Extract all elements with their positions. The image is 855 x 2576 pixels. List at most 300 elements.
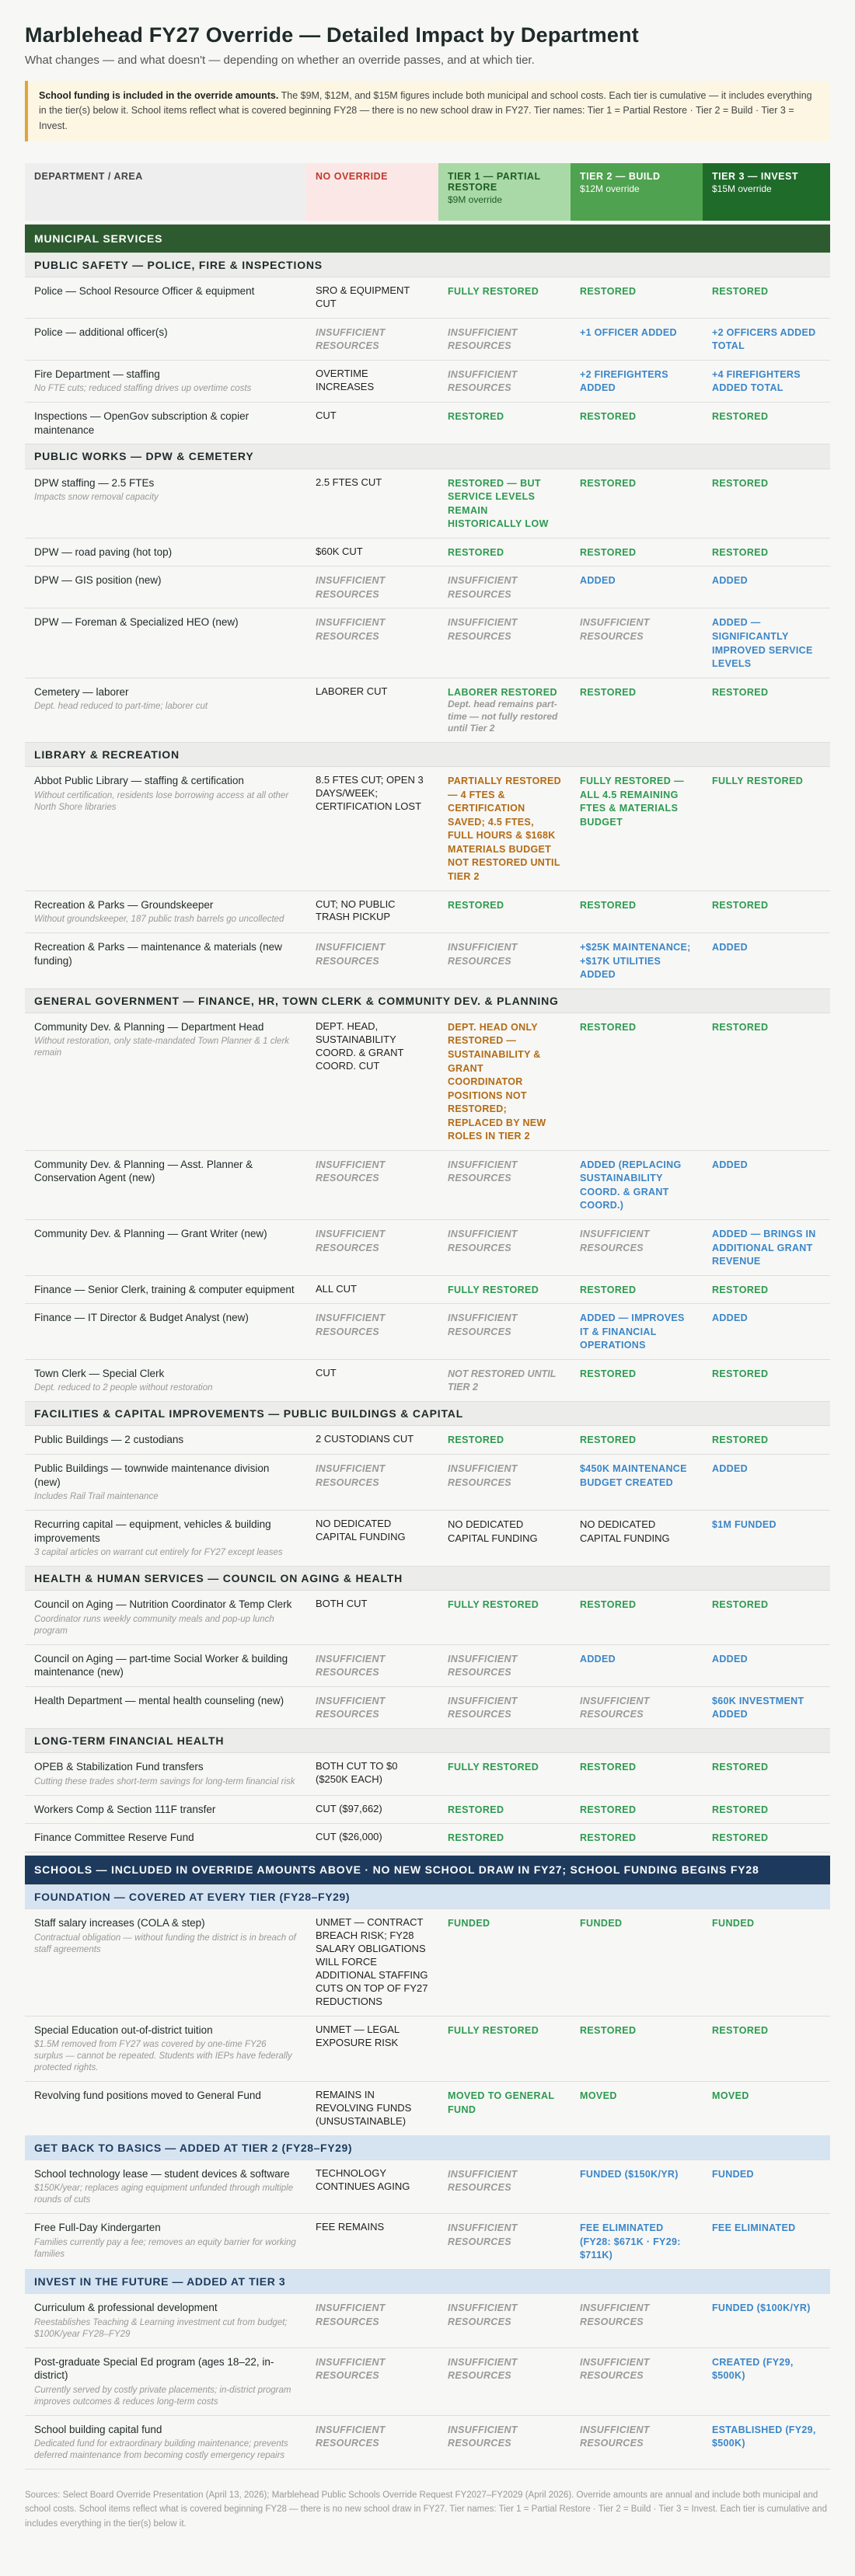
table-row	[25, 1686, 830, 1728]
tier2-cell	[571, 1753, 703, 1795]
tier3-status: FEE ELIMINATED	[712, 2222, 796, 2234]
tier1-cell	[438, 538, 571, 566]
no-override-cell: FEE REMAINS	[306, 2214, 438, 2270]
table-row	[25, 1013, 830, 1150]
tier3-cell	[703, 1219, 830, 1275]
tier2-cell	[571, 678, 703, 742]
no-override-cell: $60K CUT	[306, 538, 438, 566]
item-cell	[25, 277, 306, 319]
item-name: Staff salary increases (COLA & step)	[34, 1917, 205, 1929]
item-cell	[25, 1686, 306, 1728]
tier3-status: RESTORED	[712, 2024, 769, 2036]
item-name: Workers Comp & Section 111F transfer	[34, 1803, 216, 1815]
tier2-status: RESTORED	[580, 686, 637, 698]
item-note: 3 capital articles on warrant cut entirely for FY27 except leases	[34, 1548, 283, 1558]
tier1-cell	[438, 566, 571, 608]
item-name: Post-graduate Special Ed program (ages 18–22, in-district)	[34, 2355, 274, 2382]
item-name: Curriculum & professional development	[34, 2302, 218, 2314]
item-cell	[25, 2159, 306, 2213]
tier3-cell	[703, 318, 830, 360]
item-cell	[25, 360, 306, 402]
tier2-cell	[571, 2159, 703, 2213]
tier1-status: INSUFFICIENT RESOURCES	[448, 1228, 518, 1253]
tier1-cell	[438, 1426, 571, 1455]
header-tier1-label: TIER 1 — PARTIAL RESTORE	[448, 171, 541, 193]
table-row	[25, 1359, 830, 1401]
tier1-cell	[438, 2016, 571, 2081]
tier3-cell	[703, 1150, 830, 1219]
category-row-label: FACILITIES & CAPITAL IMPROVEMENTS — PUBLIC BUILDINGS & CAPITAL	[25, 1402, 830, 1426]
item-note: Reestablishes Teaching & Learning investment cut from budget; $100K/year FY28–FY29	[34, 2317, 288, 2339]
tier3-status: RESTORED	[712, 899, 769, 911]
no-override-cell: CUT	[306, 1359, 438, 1401]
tier1-cell	[438, 2348, 571, 2415]
item-note: Dept. reduced to 2 people without restoration	[34, 1383, 213, 1393]
table-row	[25, 767, 830, 891]
tier1-cell	[438, 1511, 571, 1567]
page-title: Marblehead FY27 Override — Detailed Impact by Department	[25, 23, 639, 47]
item-note: $1.5M removed from FY27 was covered by one-time FY26 surplus — cannot be repeated. Students with IEPs have federally protected rights.	[34, 2040, 292, 2073]
item-cell	[25, 678, 306, 742]
no-override-status: INSUFFICIENT RESOURCES	[316, 2302, 386, 2327]
item-name: Finance Committee Reserve Fund	[34, 1832, 194, 1844]
item-cell	[25, 2082, 306, 2136]
table-row	[25, 566, 830, 608]
table-row	[25, 1150, 830, 1219]
subcategory-row-label: FOUNDATION — COVERED AT EVERY TIER (FY28–FY29)	[25, 1885, 830, 1909]
tier2-cell	[571, 469, 703, 538]
no-override-status: INSUFFICIENT RESOURCES	[316, 1463, 386, 1488]
tier3-status: ESTABLISHED (FY29, $500K)	[712, 2424, 816, 2449]
tier3-cell	[703, 403, 830, 444]
item-note: Without restoration, only state-mandated Town Planner & 1 clerk remain	[34, 1037, 290, 1058]
no-override-cell: 2.5 FTES CUT	[306, 469, 438, 538]
table-row	[25, 2159, 830, 2213]
no-override-cell	[306, 2294, 438, 2348]
item-cell	[25, 1013, 306, 1150]
tier1-cell	[438, 1753, 571, 1795]
category-row	[25, 253, 830, 277]
table-row	[25, 277, 830, 319]
tier2-status: ADDED — IMPROVES IT & FINANCIAL OPERATIONS	[580, 1312, 685, 1351]
callout-bold: School funding is included in the override amounts.	[39, 90, 279, 101]
item-cell	[25, 1591, 306, 1644]
item-cell	[25, 403, 306, 444]
tier2-cell	[571, 891, 703, 932]
table-row	[25, 2415, 830, 2469]
item-name: DPW — Foreman & Specialized HEO (new)	[34, 616, 239, 629]
subcategory-row	[25, 1885, 830, 1909]
tier3-status: ADDED	[712, 1653, 748, 1664]
tier3-status: RESTORED	[712, 1804, 769, 1815]
tier3-cell	[703, 2159, 830, 2213]
item-name: Town Clerk — Special Clerk	[34, 1367, 165, 1379]
tier3-status: ADDED	[712, 1312, 748, 1324]
tier2-cell	[571, 1644, 703, 1686]
header-tier1-sub: $9M override	[448, 194, 503, 206]
table-row	[25, 2348, 830, 2415]
callout-text: The $9M, $12M, and $15M figures include both municipal and school costs. Each tier is cumulative — it includes everything in the tier(s) below it. School items reflect what is covered beginning FY28 — there is no new school draw in FY27. Tier names: Tier 1 = Partial Restore · Tier 2 = Build · Tier 3 = Invest.	[39, 90, 812, 131]
tier1-cell	[438, 1824, 571, 1853]
tier3-status: RESTORED	[712, 1599, 769, 1611]
table-row	[25, 2214, 830, 2270]
item-cell	[25, 2214, 306, 2270]
no-override-cell: LABORER CUT	[306, 678, 438, 742]
no-override-status: INSUFFICIENT RESOURCES	[316, 1695, 386, 1720]
tier2-cell	[571, 277, 703, 319]
tier2-cell	[571, 1909, 703, 2016]
tier1-status: FULLY RESTORED	[448, 1599, 539, 1611]
tier1-status: INSUFFICIENT RESOURCES	[448, 2356, 518, 2382]
tier1-status: FULLY RESTORED	[448, 286, 539, 297]
category-row	[25, 1402, 830, 1426]
tier1-cell	[438, 1013, 571, 1150]
tier3-status: $60K INVESTMENT ADDED	[712, 1695, 804, 1720]
no-override-cell	[306, 318, 438, 360]
item-name: Revolving fund positions moved to General Fund	[34, 2090, 261, 2102]
tier2-status: RESTORED	[580, 1021, 637, 1033]
tier1-status: RESTORED	[448, 1804, 504, 1815]
tier1-status-note: Dept. head remains part-time — not fully restored until Tier 2	[448, 699, 558, 734]
tier1-status: INSUFFICIENT RESOURCES	[448, 2168, 518, 2194]
item-cell	[25, 1753, 306, 1795]
table-row	[25, 538, 830, 566]
item-name: Fire Department — staffing	[34, 368, 160, 380]
item-cell	[25, 538, 306, 566]
table-row	[25, 1753, 830, 1795]
header-no-override-label: NO OVERRIDE	[316, 171, 389, 183]
category-row	[25, 742, 830, 766]
item-cell	[25, 933, 306, 989]
no-override-cell: CUT ($97,662)	[306, 1795, 438, 1824]
tier3-cell	[703, 1511, 830, 1567]
tier2-status: RESTORED	[580, 286, 637, 297]
item-name: Council on Aging — part-time Social Worker & building maintenance (new)	[34, 1652, 288, 1678]
table-row	[25, 891, 830, 932]
tier3-cell	[703, 1591, 830, 1644]
tier1-cell	[438, 933, 571, 989]
tier1-status: INSUFFICIENT RESOURCES	[448, 2424, 518, 2449]
item-name: Abbot Public Library — staffing & certification	[34, 775, 244, 787]
section-band-label: MUNICIPAL SERVICES	[25, 224, 830, 253]
table-body	[25, 221, 830, 2469]
tier2-status: INSUFFICIENT RESOURCES	[580, 1695, 650, 1720]
table-row	[25, 1275, 830, 1304]
table-row	[25, 1644, 830, 1686]
item-note: Without certification, residents lose borrowing access at all other North Shore libraries	[34, 790, 289, 812]
tier1-status: INSUFFICIENT RESOURCES	[448, 1159, 518, 1184]
no-override-cell	[306, 608, 438, 678]
no-override-cell: UNMET — CONTRACT BREACH RISK; FY28 SALARY OBLIGATIONS WILL FORCE ADDITIONAL STAFFING CUTS ON TOP OF FY27 REDUCTIONS	[306, 1909, 438, 2016]
tier2-status: FUNDED ($150K/YR)	[580, 2168, 679, 2180]
category-row-label: HEALTH & HUMAN SERVICES — COUNCIL ON AGING & HEALTH	[25, 1567, 830, 1591]
item-name: Public Buildings — townwide maintenance division (new)	[34, 1462, 270, 1488]
tier2-cell	[571, 2214, 703, 2270]
item-name: DPW — road paving (hot top)	[34, 546, 173, 558]
no-override-status: INSUFFICIENT RESOURCES	[316, 1228, 386, 1253]
tier1-cell	[438, 1909, 571, 2016]
tier3-cell	[703, 1795, 830, 1824]
item-cell	[25, 2016, 306, 2081]
tier2-cell	[571, 1150, 703, 1219]
item-cell	[25, 1824, 306, 1853]
tier1-status: INSUFFICIENT RESOURCES	[448, 942, 518, 967]
no-override-cell: 2 CUSTODIANS CUT	[306, 1426, 438, 1455]
table-row	[25, 1511, 830, 1567]
tier3-status: ADDED	[712, 1463, 748, 1475]
tier3-cell	[703, 933, 830, 989]
item-name: Police — School Resource Officer & equipment	[34, 285, 255, 297]
item-name: Council on Aging — Nutrition Coordinator & Temp Clerk	[34, 1598, 292, 1611]
tier3-cell	[703, 767, 830, 891]
header-dept-label: DEPARTMENT / AREA	[34, 171, 143, 183]
header-dept	[25, 163, 306, 221]
tier2-status: RESTORED	[580, 1832, 637, 1844]
tier3-cell	[703, 566, 830, 608]
no-override-cell: BOTH CUT	[306, 1591, 438, 1644]
tier2-cell	[571, 2016, 703, 2081]
tier2-cell	[571, 403, 703, 444]
item-cell	[25, 1304, 306, 1360]
table-row	[25, 2294, 830, 2348]
tier3-status: FUNDED ($100K/YR)	[712, 2302, 811, 2314]
tier1-status: DEPT. HEAD ONLY RESTORED — SUSTAINABILITY & GRANT COORDINATOR POSITIONS NOT RESTORED; REPLACED BY NEW ROLES IN TIER 2	[448, 1021, 546, 1142]
tier2-status: FUNDED	[580, 1918, 623, 1929]
header-tier3-sub: $15M override	[712, 183, 772, 195]
tier2-cell	[571, 2082, 703, 2136]
table-row	[25, 2016, 830, 2081]
tier1-status: MOVED TO GENERAL FUND	[448, 2090, 555, 2115]
tier2-cell	[571, 2348, 703, 2415]
subcategory-row-label: INVEST IN THE FUTURE — ADDED AT TIER 3	[25, 2269, 830, 2293]
tier2-status: RESTORED	[580, 546, 637, 558]
item-cell	[25, 318, 306, 360]
tier1-status: PARTIALLY RESTORED — 4 FTES & CERTIFICATION SAVED; 4.5 FTES, FULL HOURS & $168K MATERIALS BUDGET NOT RESTORED UNTIL TIER 2	[448, 776, 561, 882]
tier3-cell	[703, 1909, 830, 2016]
table-row	[25, 403, 830, 444]
tier3-cell	[703, 2415, 830, 2469]
tier1-status: FULLY RESTORED	[448, 2024, 539, 2036]
no-override-status: INSUFFICIENT RESOURCES	[316, 1653, 386, 1678]
tier3-cell	[703, 1455, 830, 1511]
tier2-cell	[571, 767, 703, 891]
table-row	[25, 360, 830, 402]
tier1-cell	[438, 678, 571, 742]
subcategory-row-label: GET BACK TO BASICS — ADDED AT TIER 2 (FY28–FY29)	[25, 2135, 830, 2159]
tier2-cell	[571, 2415, 703, 2469]
table-row	[25, 469, 830, 538]
item-note: Currently served by costly private placements; in-district program improves outcomes & reduces long-term costs	[34, 2385, 291, 2407]
tier1-status: RESTORED	[448, 411, 504, 423]
tier3-cell	[703, 469, 830, 538]
item-name: Finance — Senior Clerk, training & computer equipment	[34, 1283, 295, 1295]
item-cell	[25, 1909, 306, 2016]
tier3-status: ADDED	[712, 942, 748, 953]
tier1-status: RESTORED	[448, 899, 504, 911]
tier3-cell	[703, 1686, 830, 1728]
item-cell	[25, 566, 306, 608]
no-override-cell	[306, 566, 438, 608]
no-override-status: INSUFFICIENT RESOURCES	[316, 942, 386, 967]
table-row	[25, 678, 830, 742]
table-row	[25, 1304, 830, 1360]
tier1-status: FULLY RESTORED	[448, 1284, 539, 1295]
tier3-cell	[703, 1304, 830, 1360]
no-override-cell	[306, 1304, 438, 1360]
tier3-status: ADDED — BRINGS IN ADDITIONAL GRANT REVENUE	[712, 1228, 816, 1267]
tier1-cell	[438, 767, 571, 891]
no-override-cell: REMAINS IN REVOLVING FUNDS (UNSUSTAINABLE)	[306, 2082, 438, 2136]
no-override-status: INSUFFICIENT RESOURCES	[316, 326, 386, 352]
tier1-cell	[438, 277, 571, 319]
tier1-status: INSUFFICIENT RESOURCES	[448, 1695, 518, 1720]
tier3-cell	[703, 1013, 830, 1150]
item-cell	[25, 1644, 306, 1686]
tier2-status: INSUFFICIENT RESOURCES	[580, 617, 650, 643]
header-no-override	[306, 163, 438, 221]
tier1-status: INSUFFICIENT RESOURCES	[448, 1463, 518, 1488]
tier2-status: +1 OFFICER ADDED	[580, 326, 677, 338]
item-cell	[25, 1426, 306, 1455]
no-override-cell	[306, 933, 438, 989]
item-cell	[25, 767, 306, 891]
item-name: Police — additional officer(s)	[34, 326, 168, 338]
tier3-status: RESTORED	[712, 1434, 769, 1446]
tier2-status: RESTORED	[580, 1284, 637, 1295]
item-name: Community Dev. & Planning — Department Head	[34, 1020, 264, 1033]
no-override-cell	[306, 1686, 438, 1728]
tier1-status: INSUFFICIENT RESOURCES	[448, 1653, 518, 1678]
category-row	[25, 988, 830, 1013]
tier3-status: $1M FUNDED	[712, 1519, 776, 1531]
tier3-status: +2 OFFICERS ADDED TOTAL	[712, 326, 816, 352]
tier2-status: RESTORED	[580, 1434, 637, 1446]
header-tier1	[438, 163, 571, 221]
no-override-cell	[306, 1455, 438, 1511]
item-note: Coordinator runs weekly community meals and pop-up lunch program	[34, 1614, 274, 1636]
category-row-label: PUBLIC SAFETY — POLICE, FIRE & INSPECTIONS	[25, 253, 830, 277]
tier3-cell	[703, 2016, 830, 2081]
no-override-cell	[306, 1644, 438, 1686]
tier3-cell	[703, 1824, 830, 1853]
no-override-cell: NO DEDICATED CAPITAL FUNDING	[306, 1511, 438, 1567]
callout-note	[25, 81, 830, 141]
item-note: Families currently pay a fee; removes an equity barrier for working families	[34, 2237, 296, 2259]
tier1-cell	[438, 1686, 571, 1728]
tier3-status: +4 FIREFIGHTERS ADDED TOTAL	[712, 368, 801, 394]
item-name: Community Dev. & Planning — Asst. Planner & Conservation Agent (new)	[34, 1158, 253, 1184]
tier2-cell	[571, 538, 703, 566]
tier1-status: RESTORED	[448, 1434, 504, 1446]
tier3-status: RESTORED	[712, 411, 769, 423]
no-override-status: INSUFFICIENT RESOURCES	[316, 2424, 386, 2449]
tier2-status: ADDED	[580, 575, 616, 587]
item-name: Free Full-Day Kindergarten	[34, 2222, 161, 2234]
tier1-cell	[438, 2082, 571, 2136]
category-row	[25, 1728, 830, 1752]
item-cell	[25, 608, 306, 678]
tier3-cell	[703, 2348, 830, 2415]
category-row	[25, 444, 830, 469]
tier1-status: INSUFFICIENT RESOURCES	[448, 617, 518, 643]
tier2-status: RESTORED	[580, 1762, 637, 1773]
no-override-cell: OVERTIME INCREASES	[306, 360, 438, 402]
tier3-status: RESTORED	[712, 1284, 769, 1295]
tier3-cell	[703, 1275, 830, 1304]
section-band	[25, 224, 830, 253]
tier2-cell	[571, 566, 703, 608]
tier3-status: MOVED	[712, 2090, 749, 2102]
tier1-cell	[438, 1644, 571, 1686]
table-header-row	[25, 163, 830, 221]
subcategory-row	[25, 2135, 830, 2159]
tier2-cell	[571, 1511, 703, 1567]
tier1-cell	[438, 1150, 571, 1219]
tier3-status: ADDED	[712, 575, 748, 587]
tier2-cell	[571, 1795, 703, 1824]
section-band	[25, 1855, 830, 1885]
tier1-cell	[438, 1455, 571, 1511]
tier2-status: INSUFFICIENT RESOURCES	[580, 2302, 650, 2327]
table-row	[25, 1795, 830, 1824]
category-row-label: LONG-TERM FINANCIAL HEALTH	[25, 1728, 830, 1752]
tier2-cell	[571, 1686, 703, 1728]
tier1-status: RESTORED	[448, 1832, 504, 1844]
tier3-status: CREATED (FY29, $500K)	[712, 2356, 794, 2382]
item-note: $150K/year; replaces aging equipment unfunded through multiple rounds of cuts	[34, 2184, 294, 2205]
tier2-status: INSUFFICIENT RESOURCES	[580, 1228, 650, 1253]
no-override-status: INSUFFICIENT RESOURCES	[316, 1312, 386, 1337]
tier2-cell	[571, 1304, 703, 1360]
sources-footer: Sources: Select Board Override Presentation (April 13, 2026); Marblehead Public Schools Override Request FY2027–FY2029 (April 2026). Override amounts are annual and include both municipal and school costs. School items reflect what is covered beginning FY28 — there is no new school draw in FY27. Tier names: Tier 1 = Partial Restore · Tier 2 = Build · Tier 3 = Invest. Each tier is cumulative and includes everything in the tier(s) below it.	[25, 2490, 827, 2529]
no-override-cell: ALL CUT	[306, 1275, 438, 1304]
no-override-cell: BOTH CUT TO $0 ($250K EACH)	[306, 1753, 438, 1795]
tier3-cell	[703, 360, 830, 402]
tier1-status: RESTORED — BUT SERVICE LEVELS REMAIN HISTORICALLY LOW	[448, 477, 549, 530]
tier2-cell	[571, 933, 703, 989]
tier2-status: +$25K MAINTENANCE; +$17K UTILITIES ADDED	[580, 942, 691, 981]
tier3-status: RESTORED	[712, 477, 769, 489]
tier2-cell	[571, 1359, 703, 1401]
no-override-cell: CUT	[306, 403, 438, 444]
tier2-cell	[571, 1824, 703, 1853]
tier3-cell	[703, 1753, 830, 1795]
table-row	[25, 1219, 830, 1275]
tier3-cell	[703, 2214, 830, 2270]
tier3-status: FULLY RESTORED	[712, 776, 804, 787]
table-row	[25, 1426, 830, 1455]
table-row	[25, 933, 830, 989]
item-name: Public Buildings — 2 custodians	[34, 1434, 184, 1446]
no-override-status: INSUFFICIENT RESOURCES	[316, 575, 386, 600]
item-name: Cemetery — laborer	[34, 685, 129, 698]
tier2-status: $450K MAINTENANCE BUDGET CREATED	[580, 1463, 687, 1488]
item-name: Recreation & Parks — Groundskeeper	[34, 898, 214, 911]
tier2-cell	[571, 608, 703, 678]
item-name: DPW staffing — 2.5 FTEs	[34, 476, 155, 489]
tier2-cell	[571, 2294, 703, 2348]
table-row	[25, 608, 830, 678]
item-note: Dept. head reduced to part-time; laborer cut	[34, 702, 208, 712]
tier3-status: RESTORED	[712, 1368, 769, 1379]
tier2-status: RESTORED	[580, 1599, 637, 1611]
tier3-status: RESTORED	[712, 1021, 769, 1033]
impact-table	[25, 163, 830, 2470]
item-name: Special Education out-of-district tuition	[34, 2024, 213, 2036]
tier2-status: MOVED	[580, 2090, 617, 2102]
item-cell	[25, 1275, 306, 1304]
item-cell	[25, 1359, 306, 1401]
